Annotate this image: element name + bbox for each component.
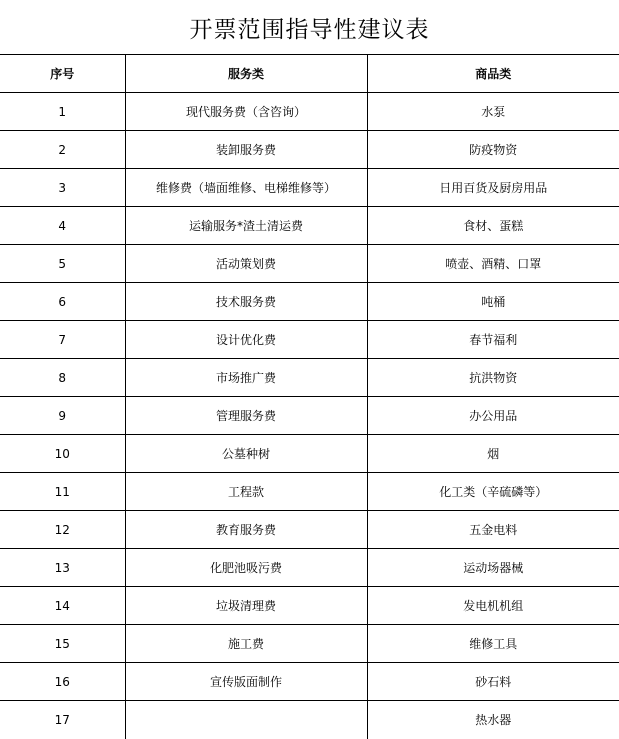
cell-goods[interactable]: 春节福利 [367,321,619,359]
cell-index[interactable]: 12 [0,511,125,549]
table-row [0,283,619,321]
cell-service[interactable]: 施工费 [125,625,367,663]
table-row [0,701,619,739]
cell-goods[interactable]: 烟 [367,435,619,473]
table-row [0,359,619,397]
table-title: 开票范围指导性建议表 [0,0,619,54]
table-row [0,131,619,169]
cell-index[interactable]: 2 [0,131,125,169]
table-row [0,397,619,435]
cell-index[interactable]: 11 [0,473,125,511]
table-row [0,473,619,511]
cell-service[interactable]: 管理服务费 [125,397,367,435]
header-index[interactable]: 序号 [0,55,125,93]
cell-index[interactable]: 8 [0,359,125,397]
cell-index[interactable]: 16 [0,663,125,701]
header-service[interactable]: 服务类 [125,55,367,93]
cell-service[interactable]: 运输服务*渣土清运费 [125,207,367,245]
cell-service[interactable]: 装卸服务费 [125,131,367,169]
cell-goods[interactable]: 热水器 [367,701,619,739]
cell-index[interactable]: 9 [0,397,125,435]
table-row [0,625,619,663]
cell-goods[interactable]: 发电机机组 [367,587,619,625]
header-row [0,55,619,93]
cell-goods[interactable]: 防疫物资 [367,131,619,169]
cell-goods[interactable]: 喷壶、酒精、口罩 [367,245,619,283]
cell-service[interactable]: 教育服务费 [125,511,367,549]
cell-service[interactable]: 化肥池吸污费 [125,549,367,587]
cell-goods[interactable]: 办公用品 [367,397,619,435]
cell-service[interactable]: 公墓种树 [125,435,367,473]
billing-scope-table [0,54,619,739]
cell-goods[interactable]: 水泵 [367,93,619,131]
cell-goods[interactable]: 日用百货及厨房用品 [367,169,619,207]
table-row [0,321,619,359]
cell-goods[interactable]: 维修工具 [367,625,619,663]
table-row [0,93,619,131]
cell-service[interactable]: 市场推广费 [125,359,367,397]
cell-index[interactable]: 3 [0,169,125,207]
table-row [0,549,619,587]
cell-index[interactable]: 13 [0,549,125,587]
table-row [0,511,619,549]
table-row [0,587,619,625]
table-row [0,207,619,245]
cell-index[interactable]: 5 [0,245,125,283]
cell-service[interactable]: 维修费（墙面维修、电梯维修等） [125,169,367,207]
header-goods[interactable]: 商品类 [367,55,619,93]
cell-service[interactable]: 设计优化费 [125,321,367,359]
table-row [0,245,619,283]
cell-index[interactable]: 4 [0,207,125,245]
cell-index[interactable]: 10 [0,435,125,473]
cell-goods[interactable]: 化工类（辛硫磷等） [367,473,619,511]
cell-index[interactable]: 7 [0,321,125,359]
cell-index[interactable]: 17 [0,701,125,739]
table-row [0,663,619,701]
table-row [0,435,619,473]
cell-service[interactable]: 宣传版面制作 [125,663,367,701]
cell-service[interactable]: 工程款 [125,473,367,511]
cell-service[interactable]: 现代服务费（含咨询） [125,93,367,131]
cell-goods[interactable]: 砂石料 [367,663,619,701]
cell-goods[interactable]: 吨桶 [367,283,619,321]
cell-goods[interactable]: 五金电料 [367,511,619,549]
cell-goods[interactable]: 食材、蛋糕 [367,207,619,245]
cell-index[interactable]: 1 [0,93,125,131]
cell-service[interactable]: 垃圾清理费 [125,587,367,625]
table-row [0,169,619,207]
cell-index[interactable]: 15 [0,625,125,663]
cell-goods[interactable]: 抗洪物资 [367,359,619,397]
cell-goods[interactable]: 运动场器械 [367,549,619,587]
cell-service[interactable]: 活动策划费 [125,245,367,283]
cell-service[interactable] [125,701,367,739]
cell-index[interactable]: 6 [0,283,125,321]
cell-index[interactable]: 14 [0,587,125,625]
cell-service[interactable]: 技术服务费 [125,283,367,321]
